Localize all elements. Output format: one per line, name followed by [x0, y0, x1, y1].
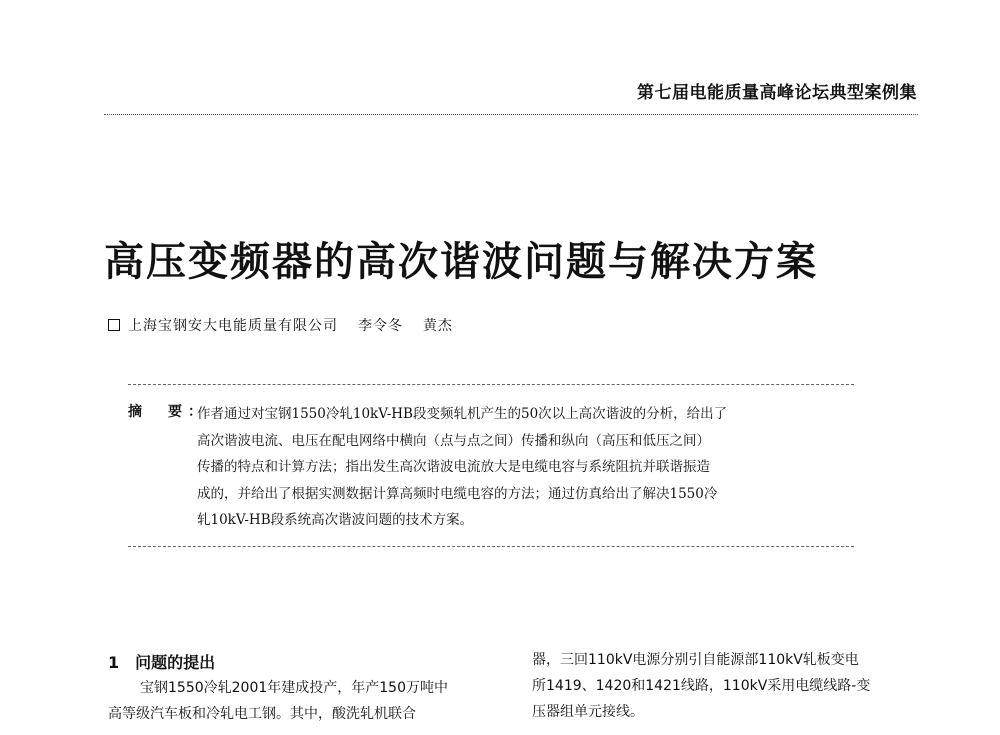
abstract-top-rule: [128, 384, 854, 385]
body-line: 器，三回110kV电源分别引自能源部110kV轧板变电: [532, 652, 859, 668]
abstract-line: 成的，并给出了根据实测数据计算高频时电缆电容的方法；通过仿真给出了解决1550冷: [197, 485, 718, 502]
abstract-line: 高次谐波电流、电压在配电网络中横向（点与点之间）传播和纵向（高压和低压之间）: [197, 432, 710, 449]
section-number: 1: [108, 653, 120, 672]
body-line: 压器组单元接线。: [532, 704, 644, 720]
checkbox-square-icon: [108, 319, 120, 331]
section-title: 问题的提出: [135, 653, 216, 672]
author-2: 黄杰: [423, 318, 453, 334]
article-title: 高压变频器的高次谐波问题与解决方案: [104, 239, 818, 285]
body-line: 宝钢1550冷轧2001年建成投产，年产150万吨中: [140, 680, 448, 696]
body-column-right: [532, 647, 928, 725]
body-line: 所1419、1420和1421线路，110kV采用电缆线路-变: [532, 678, 871, 694]
section-heading: [108, 650, 215, 673]
abstract-label: 摘 要：: [128, 404, 208, 420]
abstract-bottom-rule: [128, 546, 854, 547]
affiliation: 上海宝钢安大电能质量有限公司: [128, 318, 338, 334]
abstract-line: 传播的特点和计算方法；指出发生高次谐波电流放大是电缆电容与系统阻抗并联谐振造: [197, 459, 710, 475]
abstract-line: 轧10kV-HB段系统高次谐波问题的技术方案。: [197, 512, 474, 528]
byline: [108, 315, 453, 335]
abstract-line: 作者通过对宝钢1550冷轧10kV-HB段变频轧机产生的50次以上高次谐波的分析，给出了: [197, 406, 728, 422]
body-line: 高等级汽车板和冷轧电工钢。其中，酸洗轧机联合: [108, 706, 416, 722]
running-header: 第七届电能质量高峰论坛典型案例集: [637, 83, 917, 103]
author-1: 李令冬: [358, 318, 403, 334]
abstract-body: [197, 401, 853, 534]
body-column-left: [108, 675, 504, 727]
header-rule: [104, 114, 918, 115]
